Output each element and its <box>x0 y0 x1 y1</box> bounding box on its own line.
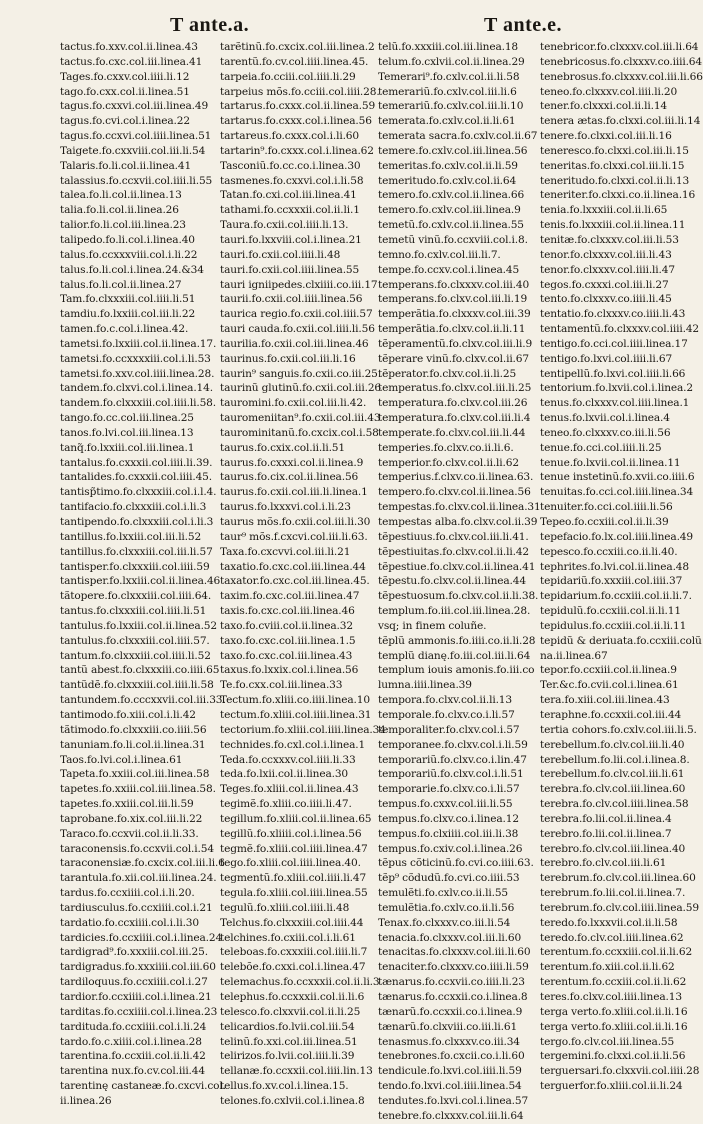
index-entry: tentorium.fo.lxvii.col.i.linea.2 <box>540 382 693 395</box>
index-entry: temperate.fo.clxv.col.iii.li.44 <box>378 426 526 439</box>
index-entry: tanq̃.fo.lxxiii.col.iii.linea.1 <box>60 441 195 454</box>
index-entry: tauromeniitan⁹.fo.cxii.col.iii.43 <box>220 412 381 425</box>
index-entry: tenebre.fo.clxxxv.col.iii.li.64 <box>378 1109 524 1122</box>
index-entry: tantisp̃timo.fo.clxxxiii.col.i.l.4. <box>60 486 217 499</box>
index-entry: tardior.fo.ccxiiii.col.i.linea.21 <box>60 991 212 1003</box>
index-entry: tẽperamentũ.fo.clxv.col.iii.li.9 <box>378 337 533 350</box>
index-entry: temperior.fo.clxv.col.ii.li.62 <box>378 456 519 469</box>
index-entry: teda.fo.lxii.col.ii.linea.30 <box>220 768 349 781</box>
index-entry: Taura.fo.cxii.col.iiii.li.13. <box>220 219 349 232</box>
index-entry: tẽpestiuitas.fo.clxv.col.ii.li.42 <box>378 545 530 558</box>
index-entry: tardiusculus.fo.ccxiiii.col.i.21 <box>60 901 213 914</box>
index-entry: tera.fo.xiii.col.iii.linea.43 <box>540 694 670 707</box>
index-entry: tendutes.fo.lxvi.col.i.linea.57 <box>378 1094 529 1107</box>
index-entry: telirizos.fo.lvii.col.iiii.li.39 <box>220 1050 355 1063</box>
index-entry: terebrum.fo.clv.col.iii.linea.60 <box>540 872 696 885</box>
index-entry: Telchus.fo.clxxxiii.col.iiii.44 <box>220 916 364 929</box>
index-entry: teneresco.fo.clxxi.col.iii.li.15 <box>540 144 689 157</box>
index-entry: tardiloquus.fo.ccxiiii.col.i.27 <box>60 976 208 989</box>
index-entry: tenitæ.fo.clxxxv.col.iii.li.53 <box>540 233 679 246</box>
index-entry: taurin⁹ sanguis.fo.cxii.co.iii.25. <box>220 367 381 380</box>
index-entry: tẽpestiue.fo.clxv.col.ii.linea.41 <box>378 560 536 573</box>
index-entry: tectorium.fo.xliii.col.iiii.linea.34 <box>220 723 386 736</box>
index-entry: temperans.fo.clxv.col.iii.li.19 <box>378 293 528 306</box>
index-entry: Tectum.fo.xliii.co.iiii.linea.10 <box>220 694 370 707</box>
index-entry: taxo.fo.cviii.col.ii.linea.32 <box>220 619 353 632</box>
index-entry: taxator.fo.cxc.col.iii.linea.45. <box>220 575 370 588</box>
index-entry: temulẽti.fo.cxlv.co.ii.li.55 <box>378 887 508 900</box>
index-entry: tẽpestu.fo.clxv.col.ii.linea.44 <box>378 575 526 588</box>
index-entry: terebellum.fo.clv.col.iii.li.61 <box>540 768 685 781</box>
index-entry: tardicies.fo.ccxiiii.col.i.linea.24 <box>60 931 223 944</box>
index-entry: tepidulũ.fo.ccxiii.col.ii.li.11 <box>540 605 681 618</box>
index-entry: talassius.fo.ccxvii.col.iiii.li.55 <box>60 174 213 187</box>
index-entry: tẽpus cõticinũ.fo.cvi.co.iiii.63. <box>378 857 534 870</box>
index-entry: tenacitas.fo.clxxxv.col.iii.li.60 <box>378 946 531 959</box>
index-entry: tenia.fo.lxxxiii.col.ii.li.65 <box>540 204 668 217</box>
index-entry: tarpeius mõs.fo.cciii.col.iiii.28. <box>220 85 380 98</box>
index-entry: Tages.fo.cxxv.col.iiii.li.12 <box>60 70 190 83</box>
index-entry: talea.fo.li.col.ii.linea.13 <box>60 189 182 202</box>
index-entry: Te.fo.cxx.col.iii.linea.33 <box>220 679 343 692</box>
index-entry: taxo.fo.cxc.col.iii.linea.1.5 <box>220 634 356 647</box>
index-entry: taxo.fo.cxc.col.iii.linea.43 <box>220 649 353 662</box>
index-entry: terentum.fo.ccxxiii.col.ii.li.62 <box>540 946 693 959</box>
index-entry: tauri.fo.cxii.col.iiii.li.48 <box>220 248 341 261</box>
index-entry: tenor.fo.clxxxv.col.iiii.li.47 <box>540 263 675 276</box>
index-entry: tapetes.fo.xxiii.col.iii.linea.58. <box>60 783 216 796</box>
index-entry: taurilia.fo.cxii.col.iii.linea.46 <box>220 337 369 350</box>
index-entry: tametsi.fo.lxxiii.col.ii.linea.17. <box>60 337 217 350</box>
index-entry: temero.fo.cxlv.col.ii.linea.66 <box>378 189 525 202</box>
index-entry: tepor.fo.ccxiii.col.ii.linea.9 <box>540 664 677 677</box>
index-entry: tametsi.fo.xxv.col.iiii.linea.28. <box>60 367 215 380</box>
index-entry: temeritudo.fo.cxlv.col.ii.64 <box>378 174 517 187</box>
index-entry: tenuitas.fo.cci.col.iiii.linea.34 <box>540 486 694 499</box>
index-entry: templum iouis amonis.fo.iii.co <box>378 664 535 677</box>
index-entry: taurus.fo.cxxxi.col.ii.linea.9 <box>220 456 364 469</box>
index-entry: teredo.fo.lxxxvii.col.ii.li.58 <box>540 916 678 929</box>
index-entry: tenue.fo.lxvii.col.ii.linea.11 <box>540 456 681 469</box>
index-entry: templum.fo.iii.col.iii.linea.28. <box>378 605 531 618</box>
index-entry: taraconensiæ.fo.cxcix.col.iii.li.6 <box>60 857 225 870</box>
index-entry: taurominitanũ.fo.cxcix.col.i.58 <box>220 426 379 439</box>
running-head-left: T ante.a. <box>170 14 250 36</box>
index-entry: tepidariũ.fo.xxxiii.col.iiii.37 <box>540 575 683 588</box>
index-entry: tempus.fo.cxiv.col.i.linea.26 <box>378 842 523 855</box>
index-entry: tẽplũ ammonis.fo.iiii.co.ii.li.28 <box>378 634 536 647</box>
index-entry: tactus.fo.cxc.col.iii.linea.41 <box>60 55 203 68</box>
index-entry: tamdiu.fo.lxxiii.col.iii.li.22 <box>60 308 196 321</box>
index-entry: tametsi.fo.ccxxxxiii.col.i.li.53 <box>60 352 211 365</box>
index-entry: tendicule.fo.lxvi.col.iiii.li.59 <box>378 1065 522 1078</box>
index-entry: terebra.fo.lii.col.ii.linea.4 <box>540 812 672 825</box>
index-entry: talus.fo.ccxxxviii.col.i.li.22 <box>60 248 198 261</box>
index-entry: tẽpestiuus.fo.clxv.col.iii.li.41. <box>378 530 529 543</box>
index-entry: Teda.fo.ccxxxv.col.iiii.li.33 <box>220 753 356 766</box>
index-entry: tepesco.fo.ccxiii.co.ii.li.40. <box>540 545 678 558</box>
index-entry: teraphne.fo.ccxxii.col.iii.44 <box>540 708 682 721</box>
index-entry: tartarus.fo.cxxx.col.i.linea.56 <box>220 115 372 128</box>
index-entry: tarẽtinũ.fo.cxcix.col.iii.linea.2 <box>220 41 375 53</box>
index-entry: temperatura.fo.clxv.col.iii.26 <box>378 397 528 410</box>
index-entry: teneritas.fo.clxxi.col.iii.li.15 <box>540 159 685 172</box>
index-entry: tego.fo.xliii.col.iiii.linea.40. <box>220 857 361 870</box>
index-entry: tarentina nux.fo.cv.col.iii.44 <box>60 1065 205 1078</box>
index-entry: teredo.fo.clv.col.iiii.linea.62 <box>540 931 684 944</box>
index-entry: tenus.fo.lxvii.col.i.linea.4 <box>540 412 670 425</box>
index-entry: tarentina.fo.ccxiii.col.ii.li.42 <box>60 1050 206 1063</box>
index-entry: telum.fo.cxlvii.col.ii.linea.29 <box>378 55 525 68</box>
index-column-4 <box>540 40 703 1093</box>
index-entry: tempestas.fo.clxv.col.ii.linea.31 <box>378 501 541 514</box>
index-entry: tegulũ.fo.xliii.col.iiii.li.48 <box>220 901 350 914</box>
index-entry: tẽperare vinũ.fo.clxv.col.ii.67 <box>378 352 529 365</box>
index-entry: temerariũ.fo.cxlv.col.iii.li.10 <box>378 100 524 113</box>
index-entry: terebra.fo.clv.col.iiii.linea.58 <box>540 798 689 811</box>
index-entry: tepidulus.fo.ccxiii.col.ii.li.11 <box>540 619 687 632</box>
index-entry: temperius.f.clxv.co.ii.linea.63. <box>378 471 534 484</box>
index-entry: tantillus.fo.lxxiii.col.iii.li.52 <box>60 530 202 543</box>
index-entry: tamen.fo.c.col.i.linea.42. <box>60 323 189 336</box>
index-entry: tento.fo.clxxxv.co.iiii.li.45 <box>540 293 672 306</box>
index-entry: tantulus.fo.lxxiii.col.ii.linea.52 <box>60 619 217 632</box>
index-entry: tardituda.fo.ccxiiii.col.i.li.24 <box>60 1020 207 1033</box>
index-entry: temporanee.fo.clxv.col.i.li.59 <box>378 738 528 751</box>
index-entry: temporarie.fo.clxv.co.i.li.57 <box>378 783 520 796</box>
index-entry: temero.fo.cxlv.col.iii.linea.9 <box>378 204 521 217</box>
index-entry: tegula.fo.xliii.col.iiii.linea.55 <box>220 887 368 900</box>
index-entry: temperatura.fo.clxv.col.iii.li.4 <box>378 412 531 425</box>
index-entry: teres.fo.clxv.col.iiii.linea.13 <box>540 991 682 1003</box>
index-entry: tempe.fo.ccxv.col.i.linea.45 <box>378 263 520 276</box>
index-entry: tantisper.fo.clxxxiii.col.iiii.59 <box>60 560 210 573</box>
index-entry: tarentinę castaneæ.fo.cxcvi.col. <box>60 1080 226 1093</box>
index-entry: Taos.fo.lvi.col.i.linea.61 <box>60 753 183 766</box>
index-entry: temulẽtia.fo.cxlv.co.ii.li.56 <box>378 901 515 914</box>
index-entry: terebro.fo.clv.col.iii.li.61 <box>540 857 667 870</box>
index-entry: tephrites.fo.lvi.col.ii.linea.48 <box>540 560 689 573</box>
index-entry: temporale.fo.clxv.co.i.li.57 <box>378 708 515 721</box>
index-entry: Tepeo.fo.ccxiii.col.ii.li.39 <box>540 516 669 528</box>
index-entry: tepidarium.fo.ccxiii.col.ii.li.7. <box>540 590 692 603</box>
index-entry: tartarus.fo.cxxx.col.ii.linea.59 <box>220 100 376 113</box>
index-entry: taurinũ glutinũ.fo.cxii.col.iii.26 <box>220 382 382 395</box>
index-entry: tardatio.fo.ccxiiii.col.i.li.30 <box>60 916 199 929</box>
index-entry: teneo.fo.clxxxv.col.iiii.li.20 <box>540 85 678 98</box>
index-entry: tagus.fo.cvi.col.i.linea.22 <box>60 115 190 128</box>
index-entry: tener.fo.clxxxi.col.ii.li.14 <box>540 100 668 113</box>
index-entry: tænarus.fo.ccxvii.co.iiii.li.23 <box>378 976 525 989</box>
index-entry: taraconensis.fo.ccxvii.col.i.54 <box>60 842 214 855</box>
index-entry: tentamentũ.fo.clxxxv.col.iiii.42 <box>540 323 699 336</box>
index-entry: temetũ vinũ.fo.ccxviii.col.i.8. <box>378 233 528 246</box>
index-entry: tenuiter.fo.cci.col.iiii.li.56 <box>540 501 673 514</box>
index-entry: telchines.fo.cxiii.col.i.li.61 <box>220 931 356 944</box>
index-entry: tantimodo.fo.xiii.col.i.li.42 <box>60 708 196 721</box>
index-entry: tempus.fo.clxv.co.i.linea.12 <box>378 812 519 825</box>
index-entry: tendo.fo.lxvi.col.iiii.linea.54 <box>378 1080 522 1093</box>
index-entry: tauri.fo.lxxviii.col.i.linea.21 <box>220 233 362 246</box>
index-entry: taurus.fo.cxix.col.ii.li.51 <box>220 441 345 454</box>
index-entry: Teges.fo.xliii.col.ii.linea.43 <box>220 783 359 796</box>
index-entry: taur⁹ mõs.f.cxcvi.col.iii.li.63. <box>220 530 368 543</box>
index-entry: tantifacio.fo.clxxxiii.col.i.li.3 <box>60 501 207 514</box>
index-entry: vsq; in finem coluñe. <box>378 619 487 632</box>
index-entry: tentigo.fo.cci.col.iiii.linea.17 <box>540 337 688 350</box>
index-entry: taxus.fo.lxxix.col.i.linea.56 <box>220 664 359 677</box>
index-entry: temno.fo.cxlv.col.iii.li.7. <box>378 248 501 261</box>
index-entry: terebrum.fo.clv.col.iiii.linea.59 <box>540 901 699 914</box>
index-entry: temporariũ.fo.clxv.co.i.lin.47 <box>378 753 527 766</box>
index-entry: talus.fo.li.col.i.linea.24.&34 <box>60 263 204 276</box>
index-entry: tenue instetinũ.fo.xvii.co.iiii.6 <box>540 471 695 484</box>
index-entry: terebrum.fo.lii.col.ii.linea.7. <box>540 887 686 900</box>
index-entry: tempus.fo.cxxv.col.iii.li.55 <box>378 798 513 811</box>
index-entry: tempora.fo.clxv.col.ii.li.13 <box>378 694 512 707</box>
index-entry: taurus.fo.cxii.col.iii.li.linea.1 <box>220 486 368 499</box>
index-entry: tantũ abest.fo.clxxxiii.co.iiii.65 <box>60 664 220 677</box>
index-entry: tenus.fo.clxxxv.col.iiii.linea.1 <box>540 397 690 410</box>
index-entry: temporaliter.fo.clxv.col.i.57 <box>378 723 520 736</box>
index-entry: taurus.fo.cix.col.ii.linea.56 <box>220 471 359 484</box>
index-entry: temperãtia.fo.clxxxv.col.iii.39 <box>378 308 531 321</box>
index-entry: tauri igniipedes.clxiiii.co.iii.17 <box>220 278 378 291</box>
index-entry: Tenax.fo.clxxxv.co.iii.li.54 <box>378 916 511 929</box>
index-entry: tertia cohors.fo.cxlv.col.iii.li.5. <box>540 723 697 736</box>
index-entry: temerariũ.fo.cxlv.col.iii.li.6 <box>378 85 517 98</box>
index-entry: telebõe.fo.cxxi.col.i.linea.47 <box>220 961 366 974</box>
index-entry: tandem.fo.clxxxiii.col.iiii.li.58. <box>60 397 216 410</box>
index-entry: tãtopere.fo.clxxxiii.col.iiii.64. <box>60 590 212 603</box>
index-entry: tathami.fo.ccxxxii.col.ii.li.1 <box>220 204 360 217</box>
index-entry: tenacia.fo.clxxxv.col.iii.li.60 <box>378 931 522 944</box>
index-entry: terguerfor.fo.xliii.col.ii.li.24 <box>540 1080 683 1093</box>
index-entry: telephus.fo.ccxxxii.col.ii.li.6 <box>220 991 365 1003</box>
index-entry: temerata.fo.cxlv.col.ii.li.61 <box>378 115 516 128</box>
index-entry: tanuniam.fo.li.col.ii.linea.31 <box>60 738 206 751</box>
index-entry: taurica regio.fo.cxii.col.iiii.57 <box>220 308 373 321</box>
index-entry: taurus.fo.lxxxvi.col.i.li.23 <box>220 501 351 514</box>
index-entry: taxatio.fo.cxc.col.iii.linea.44 <box>220 560 366 573</box>
index-entry: tentigo.fo.lxvi.col.iiii.li.67 <box>540 352 673 365</box>
index-entry: tenebricosus.fo.clxxxv.co.iiii.64 <box>540 55 702 68</box>
index-entry: telones.fo.cxlvii.col.i.linea.8 <box>220 1094 365 1107</box>
index-entry: terebellum.fo.clv.col.iii.li.40 <box>540 738 685 751</box>
index-entry: tantisper.fo.lxxiii.col.ii.linea.46 <box>60 575 221 588</box>
index-entry: na.ii.linea.67 <box>540 649 608 662</box>
index-column-1 <box>60 40 226 1107</box>
index-entry: tergemini.fo.clxxi.col.ii.li.56 <box>540 1050 686 1063</box>
index-entry: tauri cauda.fo.cxii.col.iiii.li.56 <box>220 323 375 336</box>
index-entry: Tam.fo.clxxxiii.col.iiii.li.51 <box>60 293 196 306</box>
index-entry: tenebricor.fo.clxxxv.col.iii.li.64 <box>540 41 699 53</box>
index-entry: telũ.fo.xxxiii.col.iii.linea.18 <box>378 41 519 53</box>
index-entry: tegos.fo.cxxxi.col.iii.li.27 <box>540 278 669 291</box>
index-entry: teleboas.fo.cxxxiii.col.iiii.li.7 <box>220 946 368 959</box>
index-entry: tanos.fo.lvi.col.iii.linea.13 <box>60 426 194 439</box>
index-entry: tardigrad⁹.fo.xxxiii.col.iii.25. <box>60 946 208 959</box>
index-entry: tepidũ & deriuata.fo.ccxiii.colũ <box>540 634 702 647</box>
index-entry: tẽpestuosum.fo.clxv.col.ii.li.38. <box>378 590 539 603</box>
index-entry: teneo.fo.clxxxv.co.iii.li.56 <box>540 426 671 439</box>
index-entry: tarantula.fo.xii.col.iii.linea.24. <box>60 872 217 885</box>
index-entry: telinũ.fo.xxi.col.iii.linea.51 <box>220 1035 358 1048</box>
index-entry: tellus.fo.xv.col.i.linea.15. <box>220 1080 349 1093</box>
index-entry: tantũdẽ.fo.clxxxiii.col.iiii.li.58 <box>60 679 214 692</box>
index-entry: tagus.fo.cxxvi.col.iii.linea.49 <box>60 100 209 113</box>
index-entry: tegmentũ.fo.xliii.col.iiii.li.47 <box>220 872 367 885</box>
index-entry: tantulus.fo.clxxxiii.col.iiii.57. <box>60 634 210 647</box>
index-entry: tegillũ.fo.xliiii.col.i.linea.56 <box>220 827 362 840</box>
index-entry: taxis.fo.cxc.col.iii.linea.46 <box>220 605 355 618</box>
index-entry: tentipellũ.fo.lxvi.col.iiii.li.66 <box>540 367 686 380</box>
index-entry: temperies.fo.clxv.co.ii.li.6. <box>378 441 514 454</box>
index-entry: tapetes.fo.xxiii.col.iii.li.59 <box>60 798 194 811</box>
index-entry: tegimẽ.fo.xliii.co.iiii.li.47. <box>220 798 352 811</box>
index-column-2 <box>220 40 386 1107</box>
index-entry: terebra.fo.clv.col.iii.linea.60 <box>540 783 686 796</box>
index-entry: tãtimodo.fo.clxxxiii.co.iiii.56 <box>60 723 207 736</box>
index-entry: taurus mõs.fo.cxii.col.iii.li.30 <box>220 516 371 528</box>
index-entry: tardo.fo.c.xiiii.col.i.linea.28 <box>60 1035 202 1048</box>
index-entry: tẽp⁹ cõdudũ.fo.cvi.co.iiii.53 <box>378 872 520 885</box>
index-entry: Tapeta.fo.xxiii.col.iii.linea.58 <box>60 768 210 781</box>
index-entry: terentum.fo.xiii.col.ii.li.62 <box>540 961 675 974</box>
index-entry: temporariũ.fo.clxv.col.i.li.51 <box>378 768 524 781</box>
index-entry: tardigradus.fo.xxxiiii.col.iii.60 <box>60 961 216 974</box>
index-entry: tegmẽ.fo.xliii.col.iiii.linea.47 <box>220 842 368 855</box>
index-entry: tantalus.fo.cxxxii.col.iiii.li.39. <box>60 456 213 469</box>
index-entry: tauri.fo.cxii.col.iiii.linea.55 <box>220 263 360 276</box>
page-header <box>0 14 700 42</box>
index-entry: tardus.fo.ccxiiii.col.i.li.20. <box>60 887 195 900</box>
index-entry: tenebrosus.fo.clxxxv.col.iii.li.66 <box>540 70 703 83</box>
index-entry: tempero.fo.clxv.col.ii.linea.56 <box>378 486 531 499</box>
index-entry: tempus.fo.clxiiii.col.iii.li.38 <box>378 827 519 840</box>
index-entry: terebro.fo.lii.col.ii.linea.7 <box>540 827 672 840</box>
index-entry: Tatan.fo.cxi.col.iii.linea.41 <box>220 189 357 202</box>
index-entry: ii.linea.26 <box>60 1094 112 1107</box>
index-entry: technides.fo.cxl.col.i.linea.1 <box>220 738 366 751</box>
index-entry: terguersari.fo.clxxvii.col.iiii.28 <box>540 1065 700 1078</box>
index-entry: talior.fo.li.col.iii.linea.23 <box>60 219 186 232</box>
index-entry: temeritas.fo.cxlv.col.ii.li.59 <box>378 159 518 172</box>
index-entry: tasmenes.fo.cxxvi.col.i.li.58 <box>220 174 364 187</box>
index-entry: tarditas.fo.ccxiiii.col.i.linea.23 <box>60 1005 218 1018</box>
index-entry: tegillum.fo.xliii.col.ii.linea.65 <box>220 812 372 825</box>
index-entry: Taraco.fo.ccxvii.col.ii.li.33. <box>60 827 199 840</box>
index-entry: teneriter.fo.clxxi.co.ii.linea.16 <box>540 189 696 202</box>
index-entry: talus.fo.li.col.ii.linea.27 <box>60 278 182 291</box>
index-entry: tagus.fo.ccxvi.col.iiii.linea.51 <box>60 130 212 143</box>
index-entry: templũ dianę.fo.iii.col.iii.li.64 <box>378 649 531 662</box>
index-entry: tenasmus.fo.clxxxv.co.iii.34 <box>378 1035 520 1048</box>
index-entry: temperãtia.fo.clxv.col.ii.li.11 <box>378 323 526 336</box>
running-head-right: T ante.e. <box>484 14 563 36</box>
index-entry: lumna.iiii.linea.39 <box>378 679 472 692</box>
index-entry: tellanæ.fo.ccxxii.col.iiii.lin.13 <box>220 1065 373 1078</box>
index-entry: tenaciter.fo.clxxxv.co.iiii.li.59 <box>378 961 529 974</box>
index-entry: tantalides.fo.cxxxii.col.iiii.45. <box>60 471 212 484</box>
index-entry: temetũ.fo.cxlv.col.ii.linea.55 <box>378 219 524 232</box>
index-entry: Talaris.fo.li.col.ii.linea.41 <box>60 159 192 172</box>
index-entry: tenera ætas.fo.clxxi.col.iii.li.14 <box>540 115 701 128</box>
index-entry: Taxa.fo.cxcvvi.col.iii.li.21 <box>220 545 351 558</box>
index-entry: tactus.fo.xxv.col.ii.linea.43 <box>60 41 198 53</box>
index-column-3 <box>378 40 541 1122</box>
index-entry: teneritudo.fo.clxxi.col.ii.li.13 <box>540 174 690 187</box>
index-entry: terentum.fo.ccxiii.col.ii.li.62 <box>540 976 687 989</box>
index-entry: tantipendo.fo.clxxxiii.col.i.li.3 <box>60 516 214 528</box>
index-entry: tarentũ.fo.cv.col.iiii.linea.45. <box>220 55 369 68</box>
index-entry: tarpeia.fo.cciii.col.iiii.li.29 <box>220 70 356 83</box>
index-entry: tẽperator.fo.clxv.col.ii.li.25 <box>378 367 517 380</box>
index-entry: tantundem.fo.cccxxvii.col.iii.33. <box>60 694 226 707</box>
index-entry: tænarũ.fo.ccxxii.co.i.linea.9 <box>378 1005 523 1018</box>
index-entry: terebro.fo.clv.col.iii.linea.40 <box>540 842 686 855</box>
index-entry: tauromini.fo.cxii.col.iii.li.42. <box>220 397 367 410</box>
index-entry: tartareus.fo.cxxx.col.i.li.60 <box>220 130 359 143</box>
index-entry: terga verto.fo.xliii.col.ii.li.16 <box>540 1020 688 1033</box>
index-entry: telicardios.fo.lvii.col.iii.54 <box>220 1020 355 1033</box>
index-entry: tango.fo.cc.col.iii.linea.25 <box>60 412 194 425</box>
index-entry: tartarin⁹.fo.cxxx.col.i.linea.62 <box>220 144 374 157</box>
index-entry: talia.fo.li.col.ii.linea.26 <box>60 204 179 217</box>
index-entry: terebellum.fo.lii.col.i.linea.8. <box>540 753 690 766</box>
index-entry: tectum.fo.xliii.col.iiii.linea.31 <box>220 708 372 721</box>
index-entry: tago.fo.cxx.col.ii.linea.51 <box>60 85 190 98</box>
index-entry: temperatus.fo.clxv.col.iii.li.25 <box>378 382 532 395</box>
index-entry: tænarũ.fo.clxviii.co.iii.li.61 <box>378 1020 518 1033</box>
index-entry: taxim.fo.cxc.col.iii.linea.47 <box>220 590 360 603</box>
index-entry: tantus.fo.clxxxiii.col.iiii.li.51 <box>60 605 207 618</box>
index-entry: Temerari⁹.fo.cxlv.col.ii.li.58 <box>378 70 520 83</box>
index-entry: talipedo.fo.li.col.i.linea.40 <box>60 233 195 246</box>
index-entry: Taigete.fo.cxxviii.col.iii.li.54 <box>60 144 206 157</box>
index-entry: tænarus.fo.ccxxii.co.i.linea.8 <box>378 991 528 1003</box>
index-entry: tandem.fo.clxvi.col.i.linea.14. <box>60 382 213 395</box>
index-entry: temperans.fo.clxxxv.col.iii.40 <box>378 278 530 291</box>
index-entry: taprobane.fo.xix.col.iii.li.22 <box>60 812 203 825</box>
index-entry: telesco.fo.clxxvii.col.ii.li.25 <box>220 1005 361 1018</box>
index-entry: taurinus.fo.cxii.col.iii.li.16 <box>220 352 356 365</box>
index-entry: taurii.fo.cxii.col.iiii.linea.56 <box>220 293 363 306</box>
index-entry: tenis.fo.lxxxiii.col.ii.linea.11 <box>540 219 686 232</box>
index-entry: Tasconiũ.fo.cc.co.i.linea.30 <box>220 159 361 172</box>
index-entry: temere.fo.cxlv.col.iii.linea.56 <box>378 144 528 157</box>
index-entry: tepefacio.fo.lx.col.iiii.linea.49 <box>540 530 693 543</box>
index-entry: tempestas alba.fo.clxv.col.ii.39 <box>378 516 538 528</box>
index-entry: telemachus.fo.ccxxxii.col.ii.li.3 <box>220 976 380 989</box>
index-entry: tantum.fo.clxxxiii.col.iiii.li.52 <box>60 649 211 662</box>
index-entry: tenue.fo.cci.col.iiii.li.25 <box>540 441 662 454</box>
index-entry: tentatio.fo.clxxxv.co.iiii.li.43 <box>540 308 686 321</box>
index-entry: terga verto.fo.xliii.col.ii.li.16 <box>540 1005 688 1018</box>
index-entry: tenor.fo.clxxxv.col.iii.li.43 <box>540 248 672 261</box>
index-entry: tergo.fo.clv.col.iii.linea.55 <box>540 1035 675 1048</box>
index-entry: Ter.&c.fo.cvii.col.i.linea.61 <box>540 679 679 692</box>
index-entry: tantillus.fo.clxxxiii.col.iii.li.57 <box>60 545 213 558</box>
index-entry: tenebrones.fo.cxcii.co.i.li.60 <box>378 1050 525 1063</box>
index-entry: temerata sacra.fo.cxlv.col.ii.67 <box>378 130 538 143</box>
index-entry: tenere.fo.clxxi.col.iii.li.16 <box>540 130 672 143</box>
